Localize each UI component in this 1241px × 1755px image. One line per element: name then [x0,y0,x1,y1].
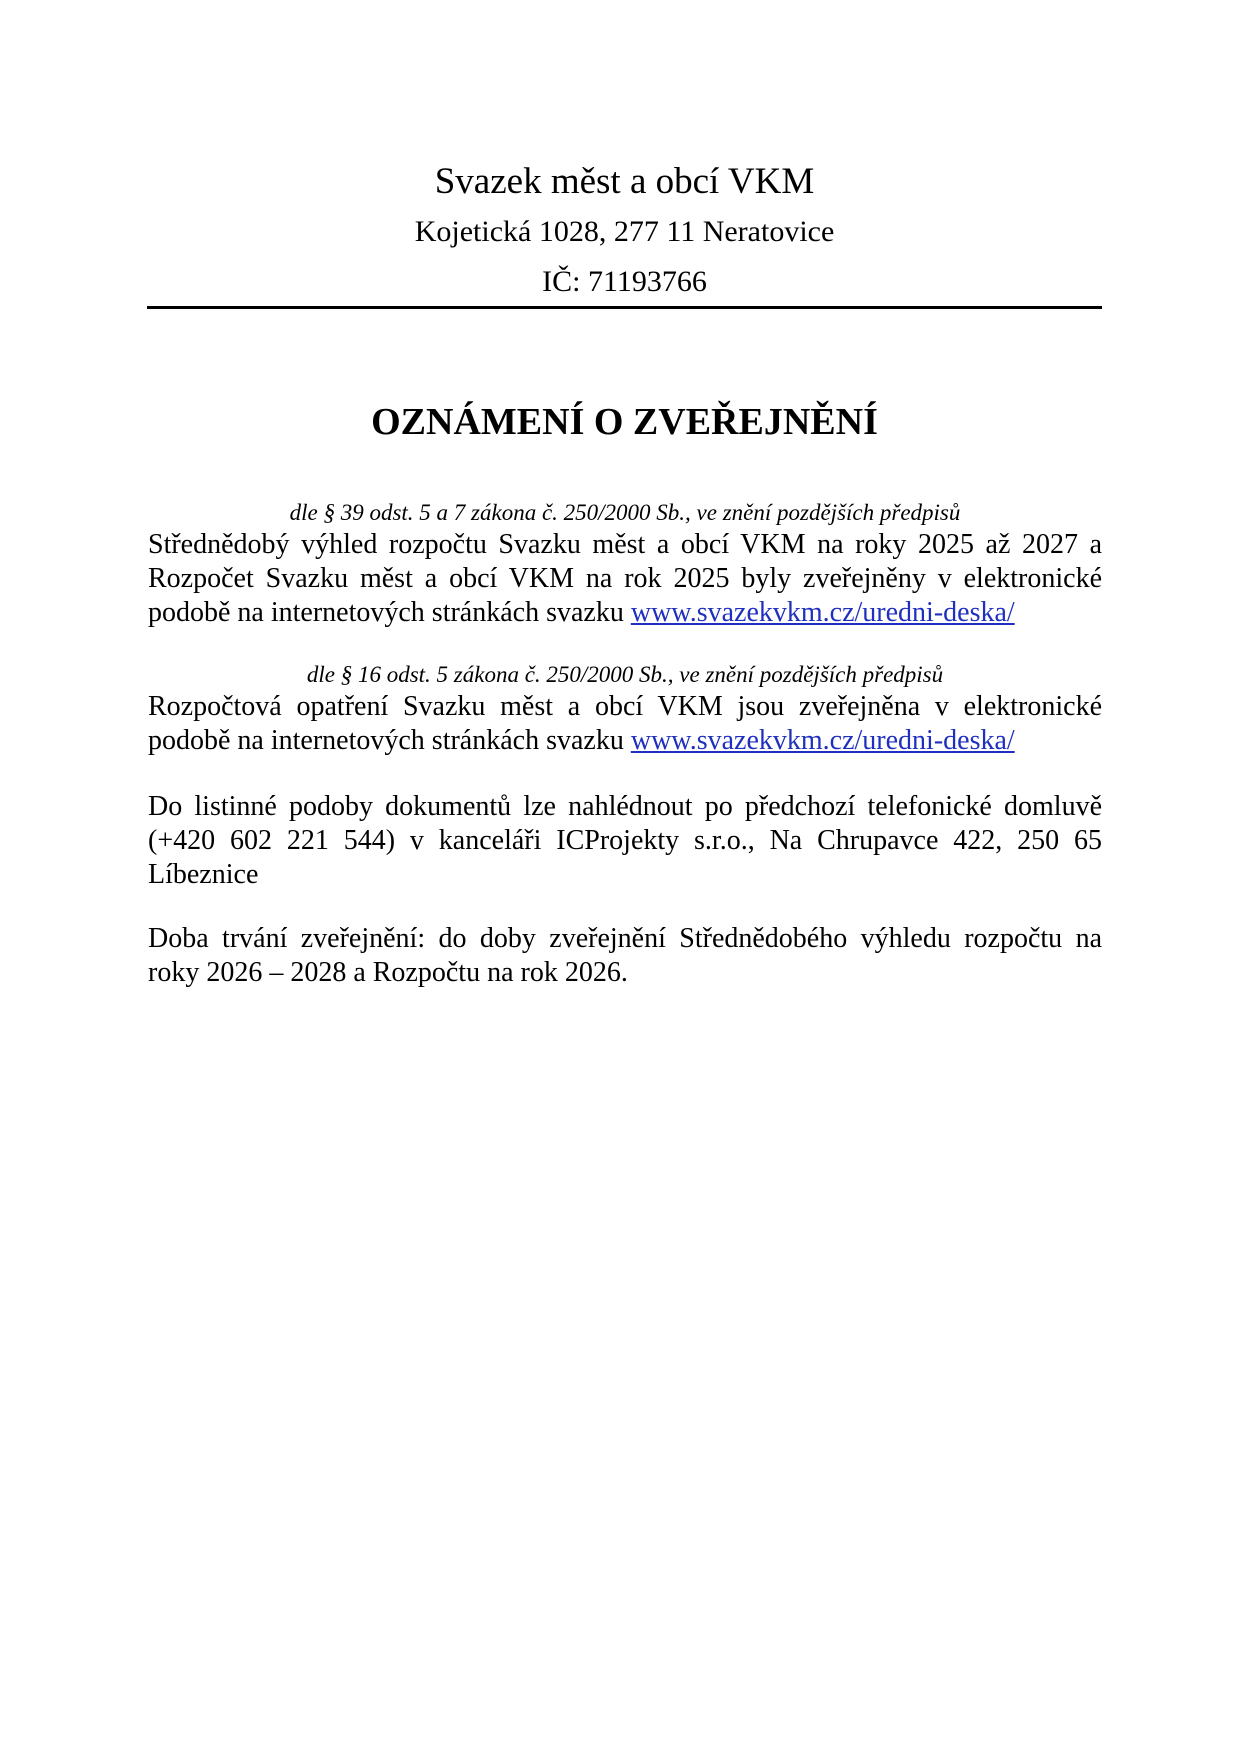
legal-reference: dle § 16 odst. 5 zákona č. 250/2000 Sb., ve znění pozdějších předpisů [306,662,944,687]
paragraph: Doba trvání zveřejnění: do doby zveřejnění Střednědobého výhledu rozpočtu na roky 2026 – 2028 a Rozpočtu na rok 2026. [148,923,1102,988]
letterhead [147,158,1102,302]
paragraph-text: Střednědobý výhled rozpočtu Svazku měst a obcí VKM na roky 2025 až 2027 a Rozpočet Svazku měst a obcí VKM na rok 2025 byly zveřejněny v elektronické podobě na internetových stránkách svazku [148,529,1102,628]
legal-reference: dle § 39 odst. 5 a 7 zákona č. 250/2000 Sb., ve znění pozdějších předpisů [289,500,961,525]
section-paper-access [148,790,1102,892]
paragraph-text: Rozpočtová opatření Svazku měst a obcí VKM jsou zveřejněna v elektronické podobě na internetových stránkách svazku [148,691,1102,756]
paragraph: Do listinné podoby dokumentů lze nahlédnout po předchozí telefonické domluvě (+420 602 221 544) v kanceláři ICProjekty s.r.o., Na Chrupavce 422, 250 65 Líbeznice [148,791,1102,890]
organization-name: Svazek měst a obcí VKM [434,161,815,202]
official-board-link[interactable]: www.svazekvkm.cz/uredni-deska/ [630,597,1015,628]
document-title: OZNÁMENÍ O ZVEŘEJNĚNÍ [371,401,878,443]
section-publication-duration [148,922,1102,990]
paragraph [148,528,1102,630]
section-budget-measures [148,660,1102,758]
section-budget-outlook [148,498,1102,630]
organization-address: Kojetická 1028, 277 11 Neratovice [414,215,835,248]
official-board-link[interactable]: www.svazekvkm.cz/uredni-deska/ [630,725,1015,756]
header-divider [147,306,1102,309]
paragraph [148,690,1102,758]
organization-id-number: IČ: 71193766 [542,265,707,298]
